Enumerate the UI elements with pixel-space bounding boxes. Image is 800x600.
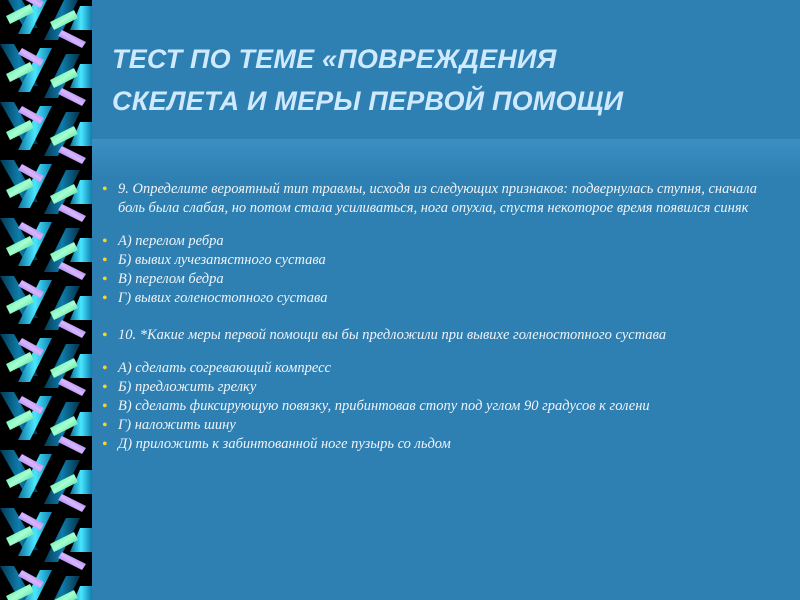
- q10-option-e: • Д) приложить к забинтованной ноге пузырь со льдом: [104, 435, 774, 454]
- q9-option-d: • Г) вывих голеностопного сустава: [104, 289, 774, 308]
- slide-title-line-2: СКЕЛЕТА И МЕРЫ ПЕРВОЙ ПОМОЩИ: [112, 86, 624, 116]
- question-10: • 10. *Какие меры первой помощи вы бы предложили при вывихе голеностопного сустава: [104, 326, 774, 345]
- slide-title: [112, 38, 792, 122]
- decorative-strip: [0, 0, 92, 600]
- q10-option-d: • Г) наложить шину: [104, 416, 774, 435]
- q9-option-a: • А) перелом ребра: [104, 232, 774, 251]
- q10-option-b: • Б) предложить грелку: [104, 378, 774, 397]
- q10-option-c: • В) сделать фиксирующую повязку, прибинтовав стопу под углом 90 градусов к голени: [104, 397, 774, 416]
- title-divider-band: [92, 139, 800, 179]
- decorative-pattern: [0, 0, 92, 600]
- q9-option-c: • В) перелом бедра: [104, 270, 774, 289]
- question-list: [104, 180, 774, 454]
- slide-title-line-1: ТЕСТ ПО ТЕМЕ «ПОВРЕЖДЕНИЯ: [112, 44, 557, 74]
- question-9: • 9. Определите вероятный тип травмы, исходя из следующих признаков: подвернулась ступня, сначала боль была слабая, но потом стала усиливаться, нога опухла, спустя некоторое время появился синяк: [104, 180, 774, 218]
- q10-option-a: • А) сделать согревающий компресс: [104, 359, 774, 378]
- q9-option-b: • Б) вывих лучезапястного сустава: [104, 251, 774, 270]
